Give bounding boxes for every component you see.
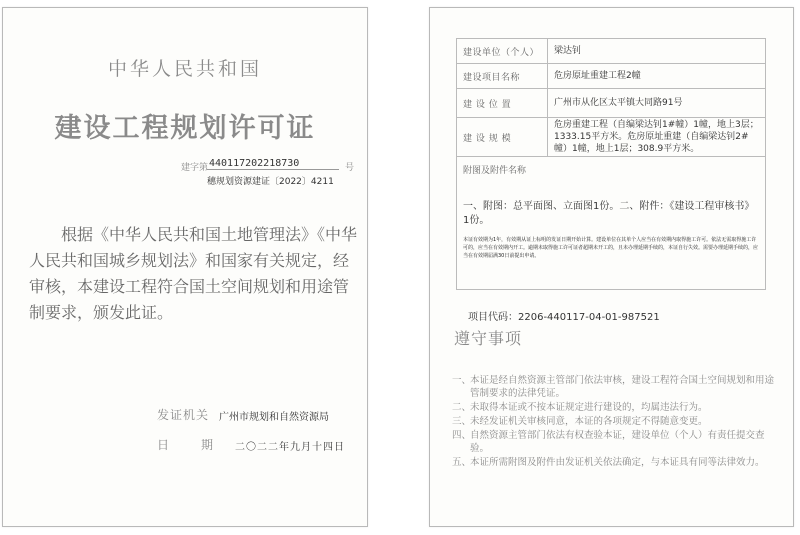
row-label-scale: 建 设 规 模 [457,118,548,157]
row-value-location: 广州市从化区太平镇大同路91号 [548,89,766,118]
list-item [452,374,782,400]
certificate-number-prefix: 建字第 [181,163,209,173]
certificate-number-suffix: 号 [345,163,355,173]
list-item [452,401,782,414]
table-row [457,118,766,157]
notice-text: 自然资源主管部门依法有权查验本证，建设单位（个人）有责任提交查验。 [470,430,765,454]
list-item [452,456,782,469]
notice-text: 本证所需附图及附件由发证机关依法确定，与本证具有同等法律效力。 [470,457,765,468]
project-info-table [456,38,766,290]
certificate-back-page [429,7,794,527]
table-row [457,157,766,290]
notice-number: 三、 [452,416,472,427]
notice-text: 本证是经自然资源主管部门依法审核，建设工程符合国土空间规划和用途管制要求的法律凭证。 [470,375,775,399]
notice-number: 一、 [452,375,472,386]
certificate-alt-number: 穗规划资源建证〔2022〕4211 [207,177,334,187]
notice-title: 遵守事项 [454,329,523,348]
date-label-char-2: 期 [200,438,213,452]
notice-number: 二、 [452,402,472,413]
date-label-char-1: 日 [157,438,170,452]
row-label-project-name: 建设项目名称 [457,64,548,89]
table-row [457,39,766,64]
row-label-builder: 建设单位（个人） [457,39,548,64]
project-code: 项目代码：2206-440117-04-01-987521 [468,312,660,323]
certificate-statement: 根据《中华人民共和国土地管理法》《中华人民共和国城乡规划法》和国家有关规定，经审核，本建设工程符合国土空间规划和用途管制要求，颁发此证。 [29,225,358,322]
notice-number: 四、 [452,430,472,441]
row-value-scale: 危房重建工程（自编梁达钊1#幢）1幢，地上3层；1333.15平方米。危房原址重建（自编梁达钊2#幢）1幢，地上1层；308.9平方米。 [548,118,766,157]
row-value-builder: 梁达钊 [548,39,766,64]
notice-text: 未取得本证或不按本证规定进行建设的，均属违法行为。 [470,402,708,413]
certificate-title: 建设工程规划许可证 [54,113,316,144]
nation-heading: 中华人民共和国 [107,58,262,80]
certificate-number-row [181,158,361,174]
attachments-cell [457,157,766,290]
certificate-number: 440117202218730 [207,158,339,170]
issuer-label: 发证机关 [157,408,210,422]
certificate-front-page [2,7,368,527]
notice-list [452,374,782,470]
table-row [457,64,766,89]
row-label-location: 建 设 位 置 [457,89,548,118]
list-item [452,429,782,455]
table-row [457,89,766,118]
attachments-label: 附图及附件名称 [463,166,527,176]
notice-number: 五、 [452,457,472,468]
validity-note: 本证有效期为1年，有效期从证上标明的发证日期开始计算。建设单位在其单个人应当在有效期内取得施工许可。依法无需取得施工许可的，应当在有效期内开工。逾期未取得施工许可证者超期未开工的，且未办理延期手续的，本证自行失效。需要办理延期手续的，应当在有效期届满30日前提出申请。 [463,237,759,259]
notice-text: 未经发证机关审核同意，本证的各项规定不得随意变更。 [470,416,708,427]
list-item [452,415,782,428]
issuer-value: 广州市规划和自然资源局 [219,412,329,423]
issue-date: 二〇二二年九月十四日 [235,442,345,453]
date-label [157,436,213,453]
attachments-content: 一、附图：总平面图、立面图1份。二、附件：《建设工程审核书》1份。 [463,201,755,226]
row-value-project-name: 危房原址重建工程2幢 [548,64,766,89]
